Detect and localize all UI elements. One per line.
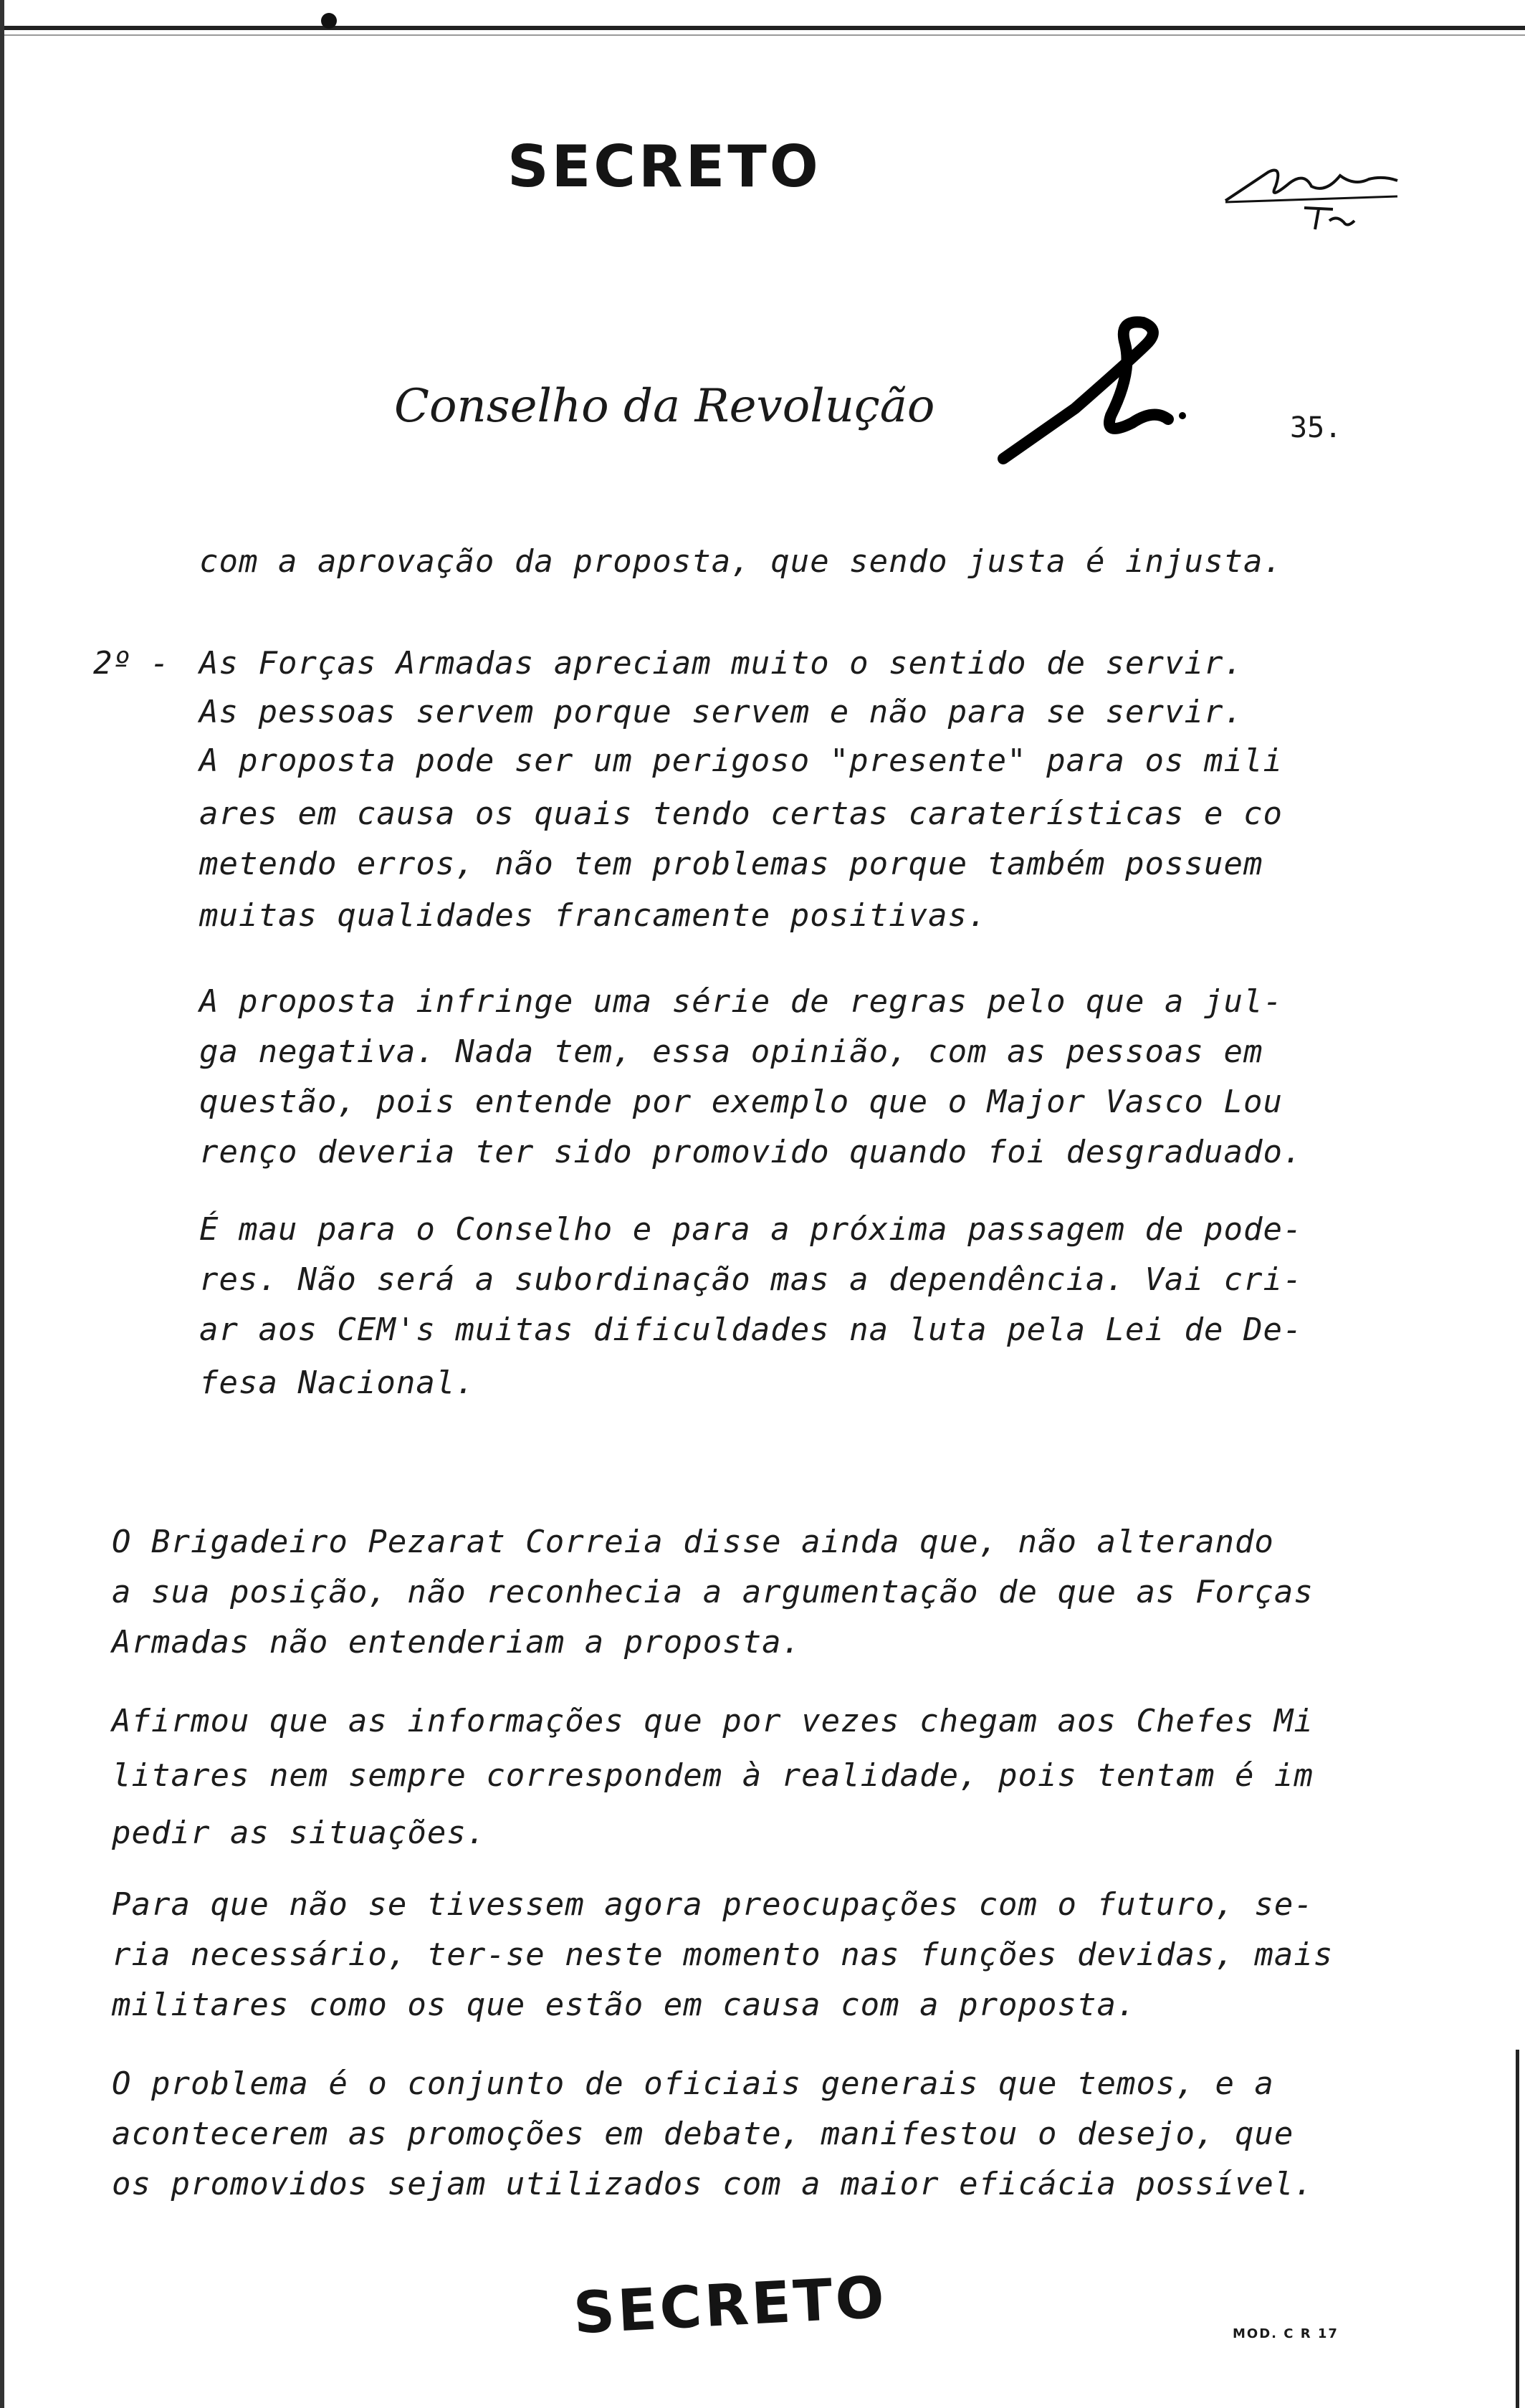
signature-mark xyxy=(989,315,1190,473)
text-line: metendo erros, não tem problemas porque também possuem xyxy=(199,846,1263,882)
text-line: muitas qualidades francamente positivas. xyxy=(199,897,988,934)
text-line: As pessoas servem porque servem e não para se servir. xyxy=(199,694,1243,730)
text-line: acontecerem as promoções em debate, manifestou o desejo, que xyxy=(112,2116,1294,2152)
text-line: a sua posição, não reconhecia a argumentação de que as Forças xyxy=(112,1574,1314,1610)
text-line: fesa Nacional. xyxy=(199,1365,475,1401)
text-line: os promovidos sejam utilizados com a maior eficácia possível. xyxy=(112,2166,1314,2202)
scan-border-left xyxy=(0,0,4,2408)
text-line: As Forças Armadas apreciam muito o sentido de servir. xyxy=(199,645,1243,682)
text-line: ares em causa os quais tendo certas caraterísticas e co xyxy=(199,796,1283,832)
scan-border-right xyxy=(1516,2050,1519,2408)
text-line: Armadas não entenderiam a proposta. xyxy=(112,1624,802,1661)
text-line: Para que não se tivessem agora preocupações com o futuro, se- xyxy=(112,1886,1314,1923)
letterhead-title: Conselho da Revolução xyxy=(394,380,935,433)
form-code: MOD. C R 17 xyxy=(1233,2326,1339,2341)
text-line: questão, pois entende por exemplo que o Major Vasco Lou xyxy=(199,1084,1283,1120)
text-line: militares como os que estão em causa com a proposta. xyxy=(112,1987,1137,2023)
text-line: renço deveria ter sido promovido quando foi desgraduado. xyxy=(199,1134,1303,1170)
scan-border-top-secondary xyxy=(0,34,1525,36)
text-line: litares nem sempre correspondem à realidade, pois tentam é im xyxy=(112,1757,1314,1794)
text-line: O problema é o conjunto de oficiais generais que temos, e a xyxy=(112,2065,1274,2102)
secret-stamp-bottom: SECRETO xyxy=(571,2263,889,2347)
text-line: A proposta infringe uma série de regras pelo que a jul- xyxy=(199,983,1283,1020)
text-line: res. Não será a subordinação mas a dependência. Vai cri- xyxy=(199,1261,1303,1298)
initials-signature xyxy=(1218,143,1405,236)
text-line: O Brigadeiro Pezarat Correia disse ainda que, não alterando xyxy=(112,1524,1274,1560)
text-line: Afirmou que as informações que por vezes chegam aos Chefes Mi xyxy=(112,1703,1314,1739)
text-line: ria necessário, ter-se neste momento nas funções devidas, mais xyxy=(112,1936,1334,1973)
text-line: pedir as situações. xyxy=(112,1815,487,1851)
secret-stamp-top: SECRETO xyxy=(507,133,821,200)
text-line: É mau para o Conselho e para a próxima passagem de pode- xyxy=(199,1211,1303,1248)
item-number: 2º - xyxy=(93,645,169,682)
scan-border-top xyxy=(0,26,1525,30)
text-line: ga negativa. Nada tem, essa opinião, com as pessoas em xyxy=(199,1033,1263,1070)
text-line: ar aos CEM's muitas dificuldades na luta pela Lei de De- xyxy=(199,1312,1303,1348)
text-line: A proposta pode ser um perigoso "presente" para os mili xyxy=(199,742,1283,779)
page-number: 35. xyxy=(1290,411,1342,444)
text-line: com a aprovação da proposta, que sendo justa é injusta. xyxy=(199,543,1283,580)
punch-hole-mark xyxy=(321,13,337,29)
